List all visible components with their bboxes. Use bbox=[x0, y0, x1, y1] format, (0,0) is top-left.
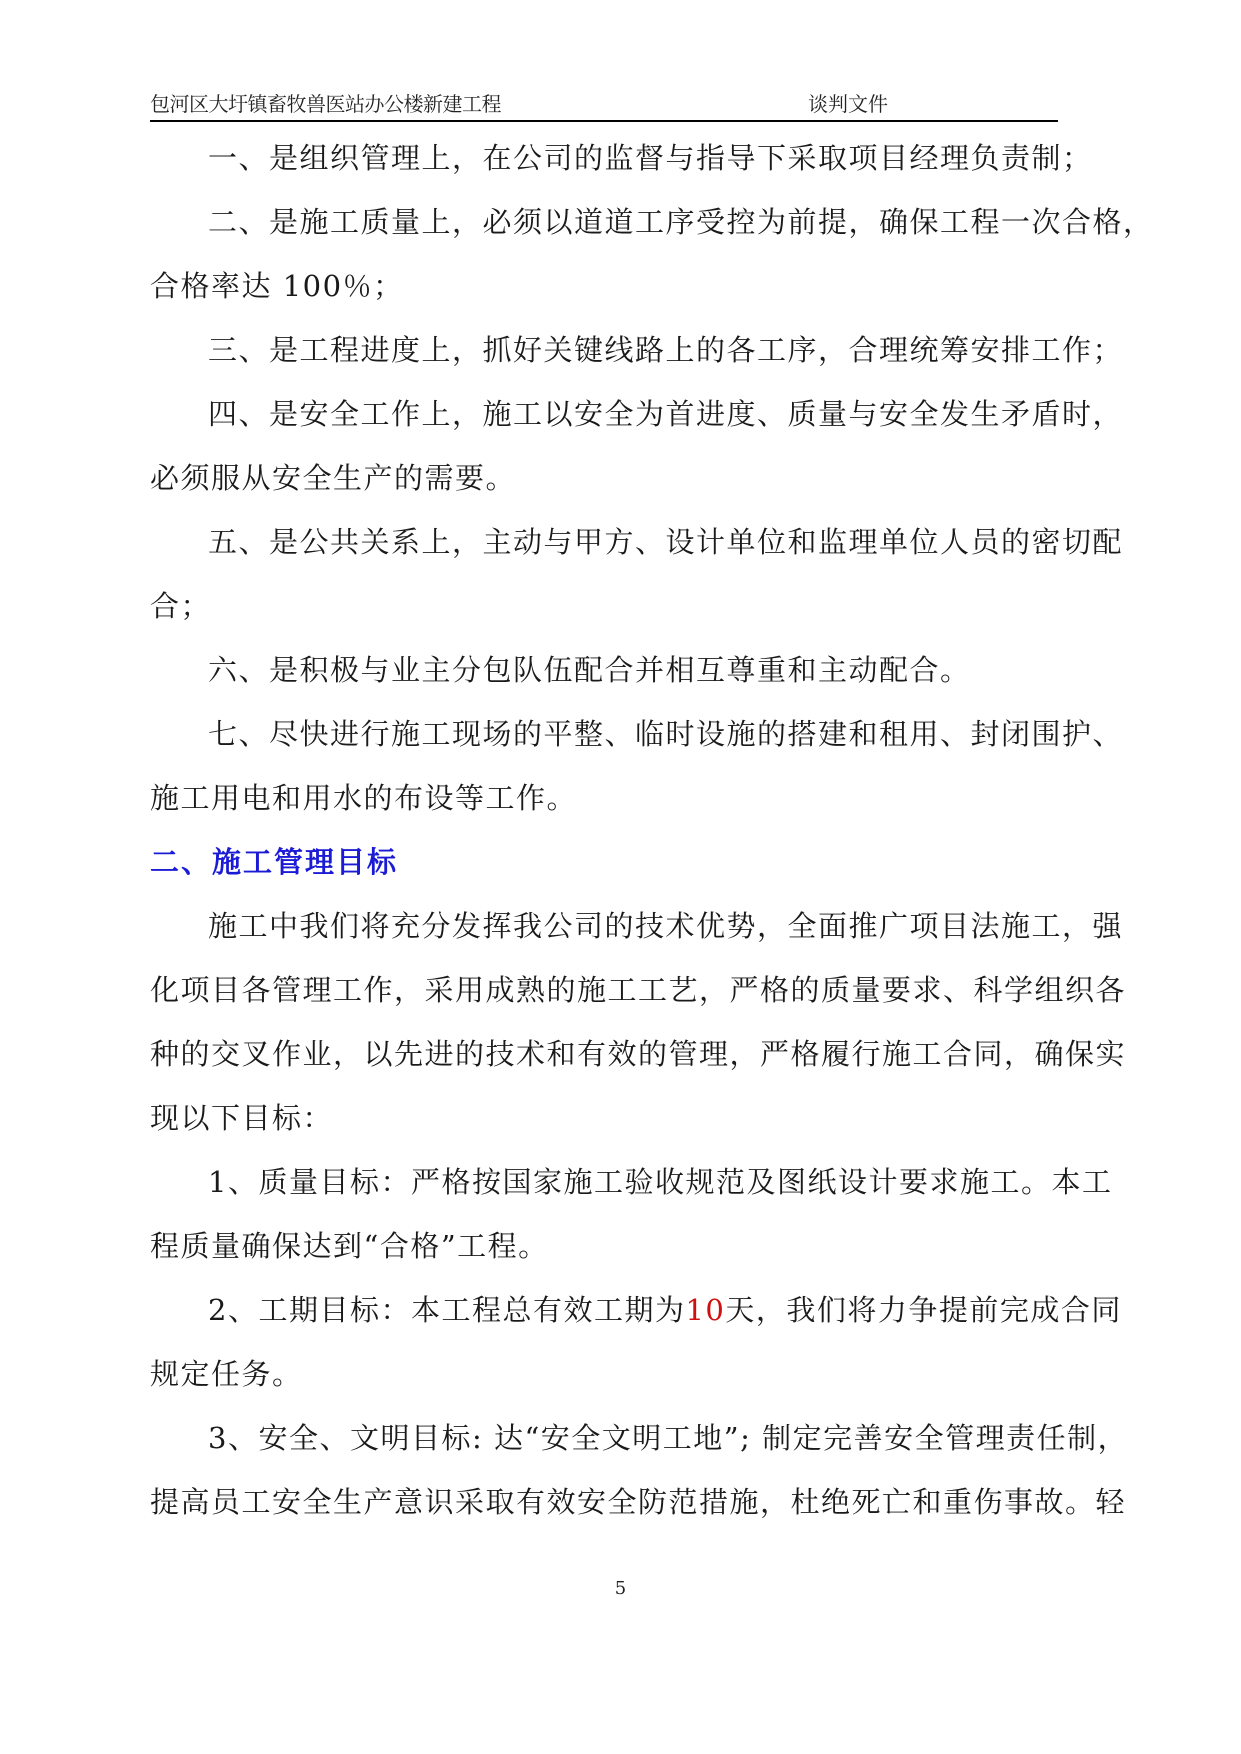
document-body bbox=[150, 126, 1154, 1534]
goal-schedule-line bbox=[150, 1278, 1122, 1342]
goal-quality-line: 1、质量目标：严格按国家施工验收规范及图纸设计要求施工。本工 bbox=[208, 1165, 1113, 1199]
goal-schedule-prefix: 2、工期目标：本工程总有效工期为 bbox=[208, 1293, 686, 1327]
paragraph-line: 四、是安全工作上，施工以安全为首进度、质量与安全发生矛盾时， bbox=[208, 397, 1124, 431]
goals-intro-line: 现以下目标： bbox=[150, 1101, 334, 1135]
goal-safety-line: 提高员工安全生产意识采取有效安全防范措施，杜绝死亡和重伤事故。轻 bbox=[150, 1485, 1127, 1519]
page-header bbox=[150, 88, 1058, 122]
paragraph-line: 二、是施工质量上，必须以道道工序受控为前提，确保工程一次合格， bbox=[208, 205, 1154, 239]
paragraph-line: 一、是组织管理上，在公司的监督与指导下采取项目经理负责制； bbox=[208, 141, 1093, 175]
paragraph-line: 施工用电和用水的布设等工作。 bbox=[150, 781, 578, 815]
goal-quality-line: 程质量确保达到“合格”工程。 bbox=[150, 1229, 549, 1263]
paragraph-line: 合格率达 100％； bbox=[150, 269, 404, 303]
goal-safety-line: 3、安全、文明目标: 达“安全文明工地”; 制定完善安全管理责任制， bbox=[208, 1421, 1129, 1455]
paragraph-line: 七、尽快进行施工现场的平整、临时设施的搭建和租用、封闭围护、 bbox=[208, 717, 1124, 751]
goal-schedule-suffix: 天，我们将力争提前完成合同 bbox=[725, 1293, 1122, 1327]
paragraph-line: 合； bbox=[150, 589, 212, 623]
header-project-title: 包河区大圩镇畜牧兽医站办公楼新建工程 bbox=[150, 92, 501, 116]
goals-intro-line: 种的交叉作业，以先进的技术和有效的管理，严格履行施工合同，确保实 bbox=[150, 1037, 1127, 1071]
paragraph-line: 必须服从安全生产的需要。 bbox=[150, 461, 517, 495]
header-doc-type: 谈判文件 bbox=[808, 92, 888, 116]
paragraph-line: 六、是积极与业主分包队伍配合并相互尊重和主动配合。 bbox=[208, 653, 971, 687]
page-number: 5 bbox=[614, 1578, 627, 1599]
goals-intro-line: 施工中我们将充分发挥我公司的技术优势，全面推广项目法施工，强 bbox=[208, 909, 1124, 943]
section-heading: 二、施工管理目标 bbox=[150, 845, 399, 879]
goal-schedule-line: 规定任务。 bbox=[150, 1357, 303, 1391]
paragraph-line: 五、是公共关系上，主动与甲方、设计单位和监理单位人员的密切配 bbox=[208, 525, 1124, 559]
goals-intro-line: 化项目各管理工作，采用成熟的施工工艺，严格的质量要求、科学组织各 bbox=[150, 973, 1127, 1007]
paragraph-line: 三、是工程进度上，抓好关键线路上的各工序，合理统筹安排工作； bbox=[208, 333, 1124, 367]
schedule-days-value: 10 bbox=[685, 1293, 726, 1327]
